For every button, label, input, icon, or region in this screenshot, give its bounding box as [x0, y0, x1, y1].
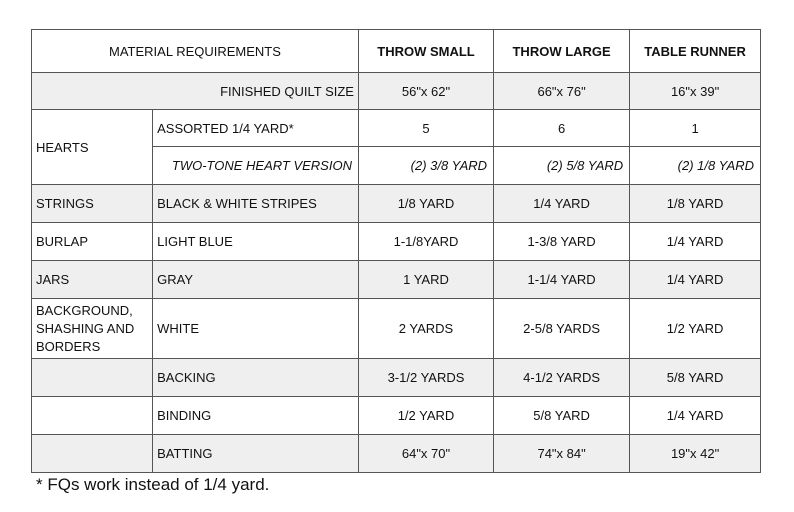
- hearts-group-label: HEARTS: [32, 110, 153, 185]
- row-material-label: WHITE: [153, 299, 359, 359]
- row-throw-small: 1/2 YARD: [358, 397, 493, 435]
- row-table-runner: 5/8 YARD: [630, 359, 761, 397]
- row-table-runner: 1/8 YARD: [630, 185, 761, 223]
- row-table-runner: 1/4 YARD: [630, 261, 761, 299]
- header-row: [32, 30, 761, 73]
- row-table-runner: 1/4 YARD: [630, 223, 761, 261]
- table-row: [32, 223, 761, 261]
- row-table-runner: 19"x 42": [630, 435, 761, 473]
- row-material-label: BATTING: [153, 435, 359, 473]
- row-material-label: BINDING: [153, 397, 359, 435]
- table-row: [32, 261, 761, 299]
- footnote: * FQs work instead of 1/4 yard.: [36, 475, 270, 494]
- row-throw-large: 5/8 YARD: [494, 397, 630, 435]
- row-table-runner: 1/2 YARD: [630, 299, 761, 359]
- row-throw-large: 1/4 YARD: [494, 185, 630, 223]
- row-material-label: BACKING: [153, 359, 359, 397]
- hearts-assorted-table-runner: 1: [630, 110, 761, 147]
- finished-size-row: [32, 73, 761, 110]
- row-throw-small: 1 YARD: [358, 261, 493, 299]
- row-group-label: JARS: [32, 261, 153, 299]
- row-throw-large: 4-1/2 YARDS: [494, 359, 630, 397]
- row-table-runner: 1/4 YARD: [630, 397, 761, 435]
- column-header-throw-small: THROW SMALL: [358, 30, 493, 73]
- hearts-two-tone-throw-large: (2) 5/8 YARD: [494, 147, 630, 185]
- finished-size-throw-small: 56"x 62": [358, 73, 493, 110]
- table-row: [32, 299, 761, 359]
- finished-size-table-runner: 16"x 39": [630, 73, 761, 110]
- row-material-label: LIGHT BLUE: [153, 223, 359, 261]
- row-throw-small: 1-1/8YARD: [358, 223, 493, 261]
- finished-size-label: FINISHED QUILT SIZE: [32, 73, 359, 110]
- hearts-assorted-throw-large: 6: [494, 110, 630, 147]
- row-group-label: STRINGS: [32, 185, 153, 223]
- row-throw-small: 1/8 YARD: [358, 185, 493, 223]
- material-requirements-table: [31, 29, 761, 473]
- row-throw-large: 2-5/8 YARDS: [494, 299, 630, 359]
- column-header-table-runner: TABLE RUNNER: [630, 30, 761, 73]
- row-throw-large: 74"x 84": [494, 435, 630, 473]
- row-group-label: [32, 397, 153, 435]
- hearts-two-tone-label: TWO-TONE HEART VERSION: [153, 147, 359, 185]
- table-row: [32, 359, 761, 397]
- row-throw-small: 3-1/2 YARDS: [358, 359, 493, 397]
- row-group-label: BACKGROUND, SHASHING AND BORDERS: [32, 299, 153, 359]
- row-group-label: [32, 435, 153, 473]
- table-row: [32, 185, 761, 223]
- hearts-two-tone-table-runner: (2) 1/8 YARD: [630, 147, 761, 185]
- finished-size-throw-large: 66"x 76": [494, 73, 630, 110]
- table-row: [32, 435, 761, 473]
- row-material-label: BLACK & WHITE STRIPES: [153, 185, 359, 223]
- table-title: MATERIAL REQUIREMENTS: [32, 30, 359, 73]
- hearts-two-tone-throw-small: (2) 3/8 YARD: [358, 147, 493, 185]
- row-throw-small: 64"x 70": [358, 435, 493, 473]
- row-group-label: [32, 359, 153, 397]
- row-throw-large: 1-1/4 YARD: [494, 261, 630, 299]
- row-material-label: GRAY: [153, 261, 359, 299]
- row-throw-large: 1-3/8 YARD: [494, 223, 630, 261]
- table-row: [32, 397, 761, 435]
- hearts-assorted-row: [32, 110, 761, 147]
- column-header-throw-large: THROW LARGE: [494, 30, 630, 73]
- row-throw-small: 2 YARDS: [358, 299, 493, 359]
- hearts-assorted-label: ASSORTED 1/4 YARD*: [153, 110, 359, 147]
- hearts-assorted-throw-small: 5: [358, 110, 493, 147]
- row-group-label: BURLAP: [32, 223, 153, 261]
